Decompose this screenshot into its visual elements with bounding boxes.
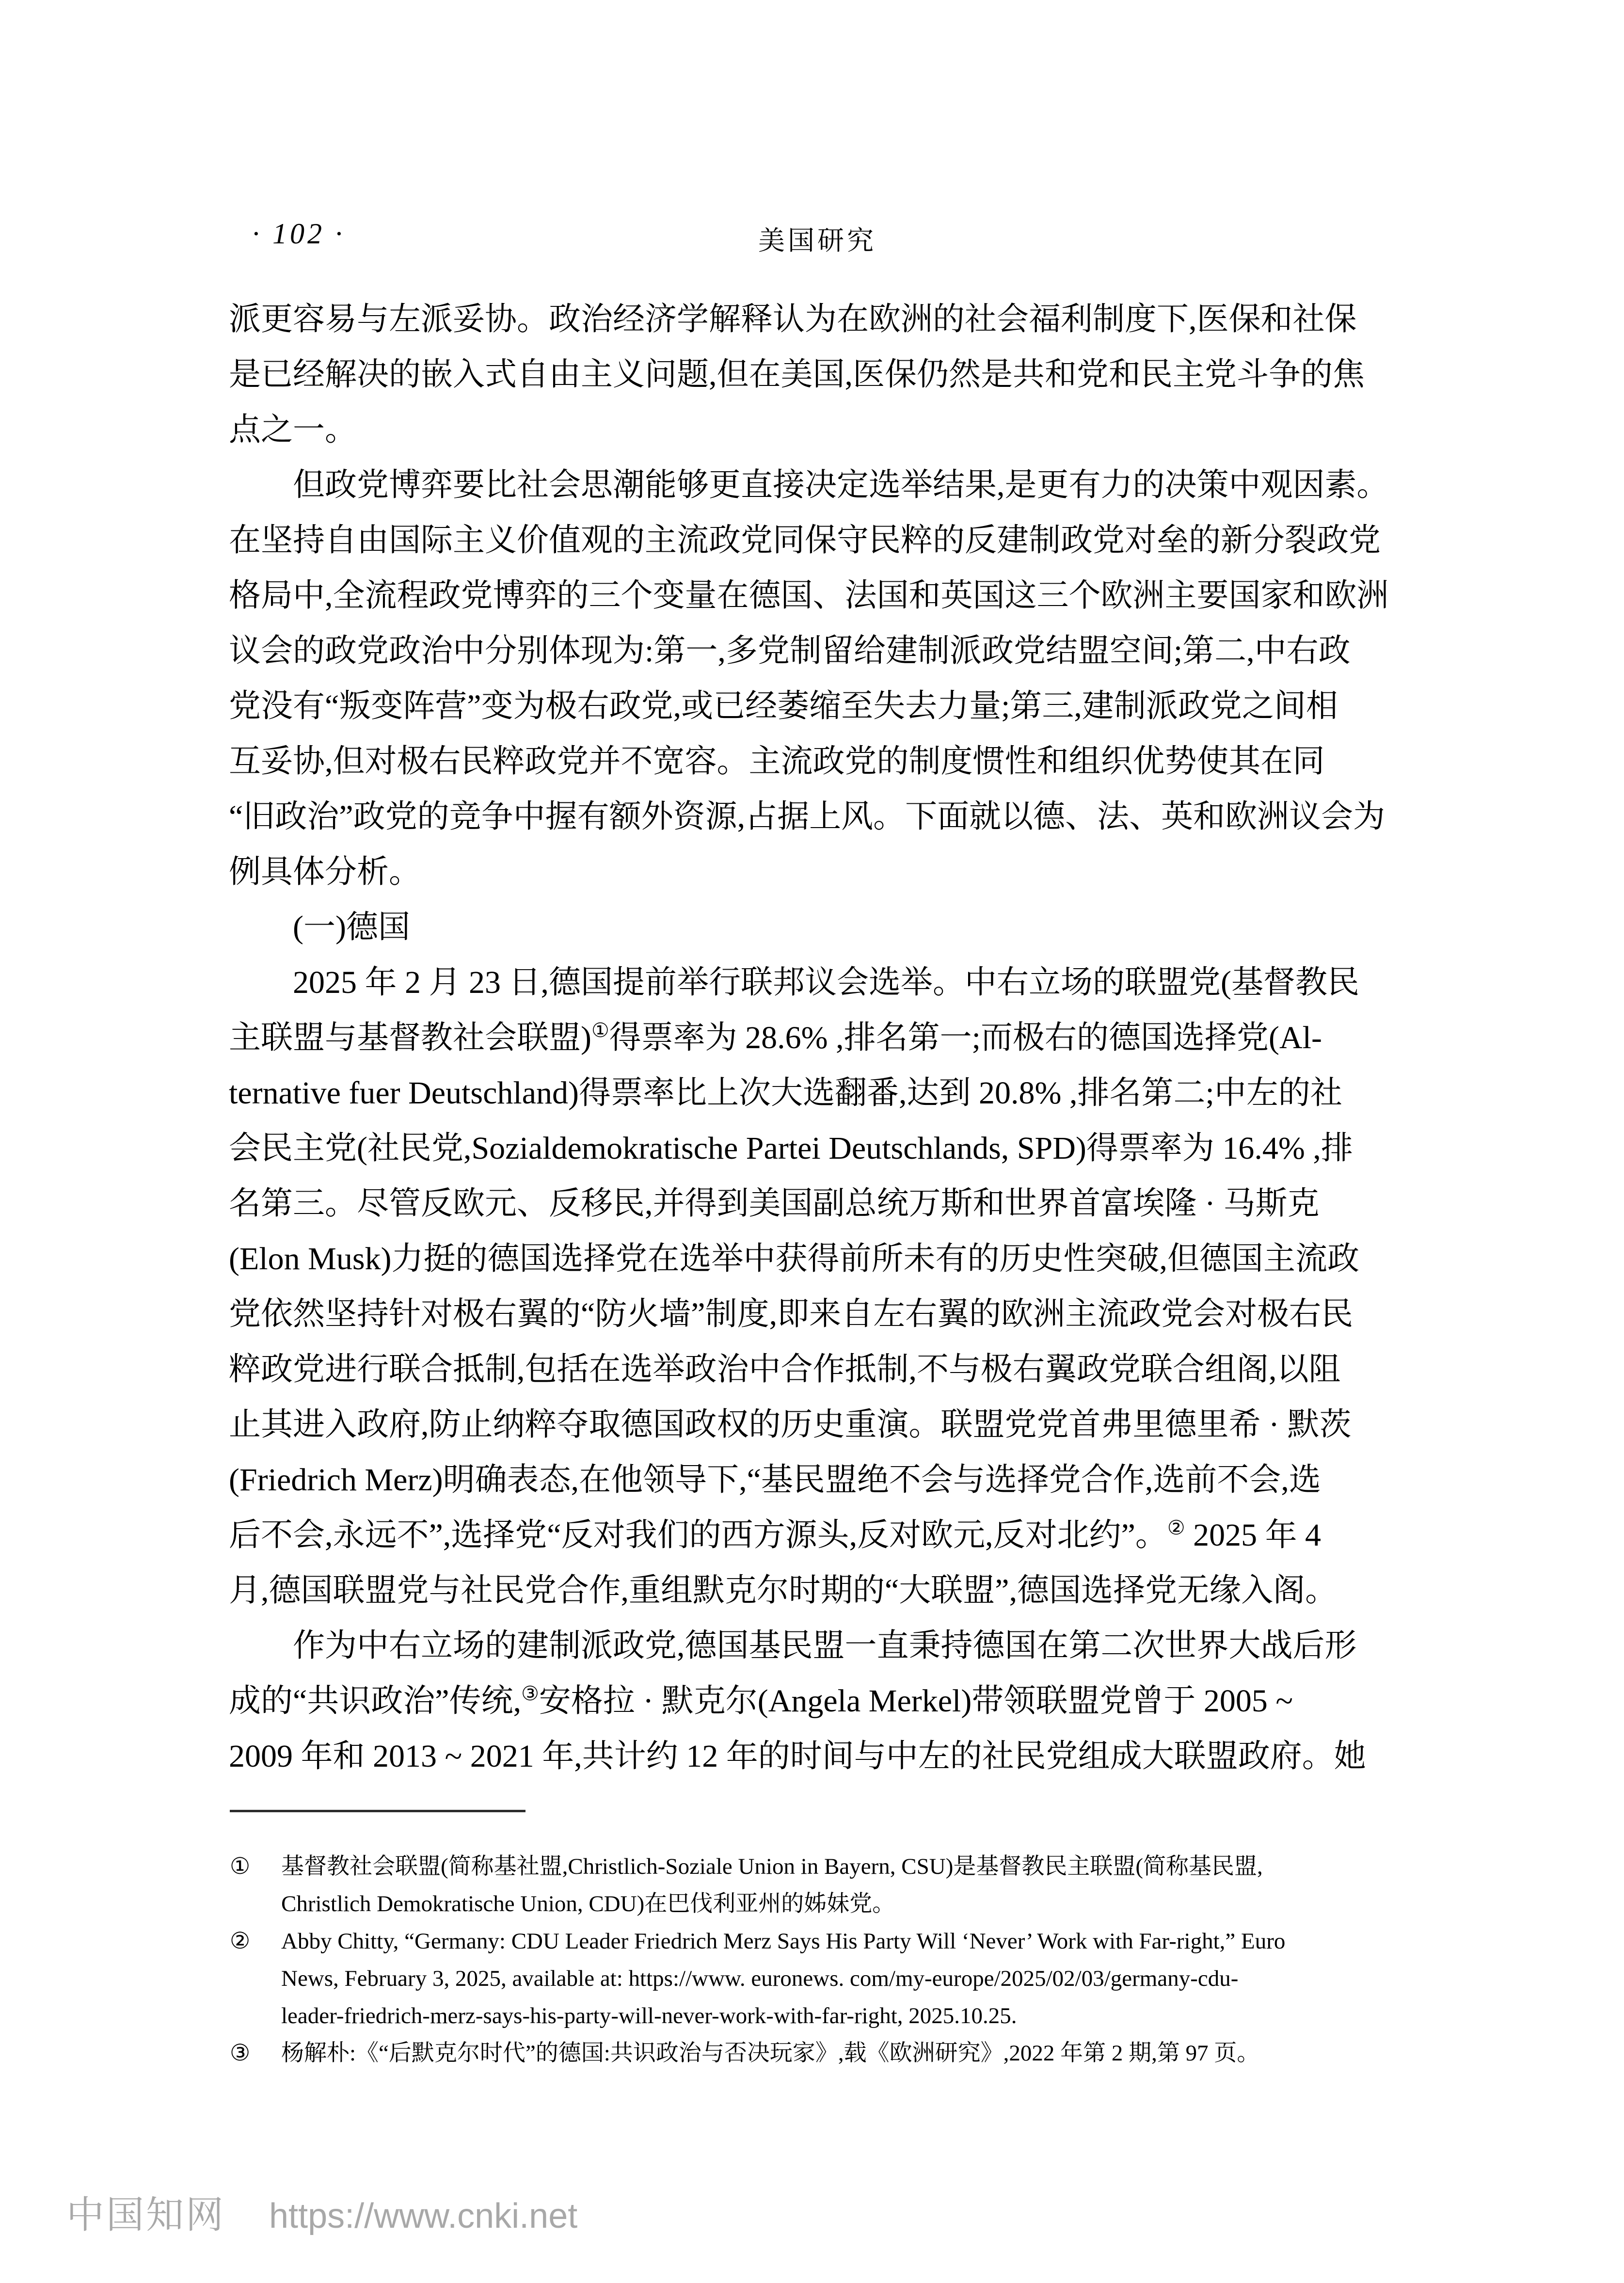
cnki-watermark xyxy=(66,2185,577,2239)
body-line: 月,德国联盟党与社民党合作,重组默克尔时期的“大联盟”,德国选择党无缘入阁。 xyxy=(229,1573,1337,1608)
body-line: 是已经解决的嵌入式自由主义问题,但在美国,医保仍然是共和党和民主党斗争的焦 xyxy=(229,357,1365,392)
body-line: 会民主党(社民党,Sozialdemokratische Partei Deutschlands, SPD)得票率为 16.4% ,排 xyxy=(229,1131,1353,1166)
footnotes xyxy=(230,1848,1442,2072)
body-line: 党依然坚持针对极右翼的“防火墙”制度,即来自左右翼的欧洲主流政党会对极右民 xyxy=(229,1296,1353,1332)
body-line: 成的“共识政治”传统,③安格拉 · 默克尔(Angela Merkel)带领联盟党曾于 2005 ~ xyxy=(229,1683,1293,1719)
body-line: 主联盟与基督教社会联盟)①得票率为 28.6% ,排名第一;而极右的德国选择党(Al- xyxy=(229,1020,1322,1055)
body-line: ternative fuer Deutschland)得票率比上次大选翻番,达到 20.8% ,排名第二;中左的社 xyxy=(229,1075,1342,1111)
body-line: 议会的政党政治中分别体现为:第一,多党制留给建制派政党结盟空间;第二,中右政 xyxy=(229,633,1351,669)
cnki-url: https://www.cnki.net xyxy=(269,2197,578,2235)
body-line: 名第三。尽管反欧元、反移民,并得到美国副总统万斯和世界首富埃隆 · 马斯克 xyxy=(229,1186,1320,1221)
body-line: (Elon Musk)力挺的德国选择党在选举中获得前所未有的历史性突破,但德国主流政 xyxy=(229,1241,1359,1277)
body-line: 点之一。 xyxy=(229,412,357,447)
body-line: 后不会,永远不”,选择党“反对我们的西方源头,反对欧元,反对北约”。② 2025 年 4 xyxy=(229,1517,1321,1553)
body-line: 2009 年和 2013 ~ 2021 年,共计约 12 年的时间与中左的社民党组成大联盟政府。她 xyxy=(229,1739,1366,1774)
body-line: “旧政治”政党的竞争中握有额外资源,占据上风。下面就以德、法、英和欧洲议会为 xyxy=(229,799,1385,834)
body-line: 作为中右立场的建制派政党,德国基民盟一直秉持德国在第二次世界大战后形 xyxy=(293,1628,1357,1663)
footnote-ref: ① xyxy=(591,1020,609,1041)
journal-title: 美国研究 xyxy=(758,226,876,255)
footnote-continuation-line: News, February 3, 2025, available at: https://www. euronews. com/my-europe/2025/02/03/germany-cdu- xyxy=(281,1966,1239,1991)
footnote-marker: ① xyxy=(230,1854,251,1879)
body-line: 例具体分析。 xyxy=(229,854,421,890)
body-text xyxy=(229,292,1412,1784)
footnote-separator xyxy=(230,1810,525,1812)
footnote-ref: ② xyxy=(1167,1517,1185,1539)
cnki-logo-text: 中国知网 xyxy=(66,2194,226,2236)
body-line: 止其进入政府,防止纳粹夺取德国政权的历史重演。联盟党党首弗里德里希 · 默茨 xyxy=(229,1407,1352,1442)
footnote-ref: ③ xyxy=(521,1683,539,1705)
footnote-marker: ② xyxy=(230,1929,251,1954)
footnote-first-line xyxy=(230,2035,1442,2072)
footnote-first-line xyxy=(230,1848,1442,1885)
body-line: 2025 年 2 月 23 日,德国提前举行联邦议会选举。中右立场的联盟党(基督教民 xyxy=(293,965,1359,1000)
footnote-continuation-line: Christlich Demokratische Union, CDU)在巴伐利亚州的姊妹党。 xyxy=(281,1891,895,1916)
body-line: 派更容易与左派妥协。政治经济学解释认为在欧洲的社会福利制度下,医保和社保 xyxy=(229,302,1357,337)
footnote-marker: ③ xyxy=(230,2041,251,2066)
footnote-text: Abby Chitty, “Germany: CDU Leader Friedrich Merz Says His Party Will ‘Never’ Work with Far-right,” Euro xyxy=(281,1929,1286,1954)
page-number: · 102 · xyxy=(252,218,345,250)
body-line: 在坚持自由国际主义价值观的主流政党同保守民粹的反建制政党对垒的新分裂政党 xyxy=(229,523,1381,558)
footnote-text: 杨解朴:《“后默克尔时代”的德国:共识政治与否决玩家》,载《欧洲研究》,2022 年第 2 期,第 97 页。 xyxy=(281,2041,1260,2066)
body-line: (一)德国 xyxy=(293,910,410,945)
footnote-text: 基督教社会联盟(简称基社盟,Christlich-Soziale Union in Bayern, CSU)是基督教民主联盟(简称基民盟, xyxy=(281,1854,1263,1879)
body-line: 互妥协,但对极右民粹政党并不宽容。主流政党的制度惯性和组织优势使其在同 xyxy=(229,744,1325,779)
body-line: 党没有“叛变阵营”变为极右政党,或已经萎缩至失去力量;第三,建制派政党之间相 xyxy=(229,688,1338,724)
footnote-continuation-line: leader-friedrich-merz-says-his-party-will-never-work-with-far-right, 2025.10.25. xyxy=(281,2003,1017,2028)
body-line: 但政党博弈要比社会思潮能够更直接决定选举结果,是更有力的决策中观因素。 xyxy=(293,467,1389,503)
body-line: 粹政党进行联合抵制,包括在选举政治中合作抵制,不与极右翼政党联合组阁,以阻 xyxy=(229,1352,1341,1387)
footnote-first-line xyxy=(230,1923,1442,1960)
page-header xyxy=(228,217,1407,262)
body-line: (Friedrich Merz)明确表态,在他领导下,“基民盟绝不会与选择党合作,选前不会,选 xyxy=(229,1462,1321,1498)
body-line: 格局中,全流程政党博弈的三个变量在德国、法国和英国这三个欧洲主要国家和欧洲 xyxy=(229,578,1389,613)
